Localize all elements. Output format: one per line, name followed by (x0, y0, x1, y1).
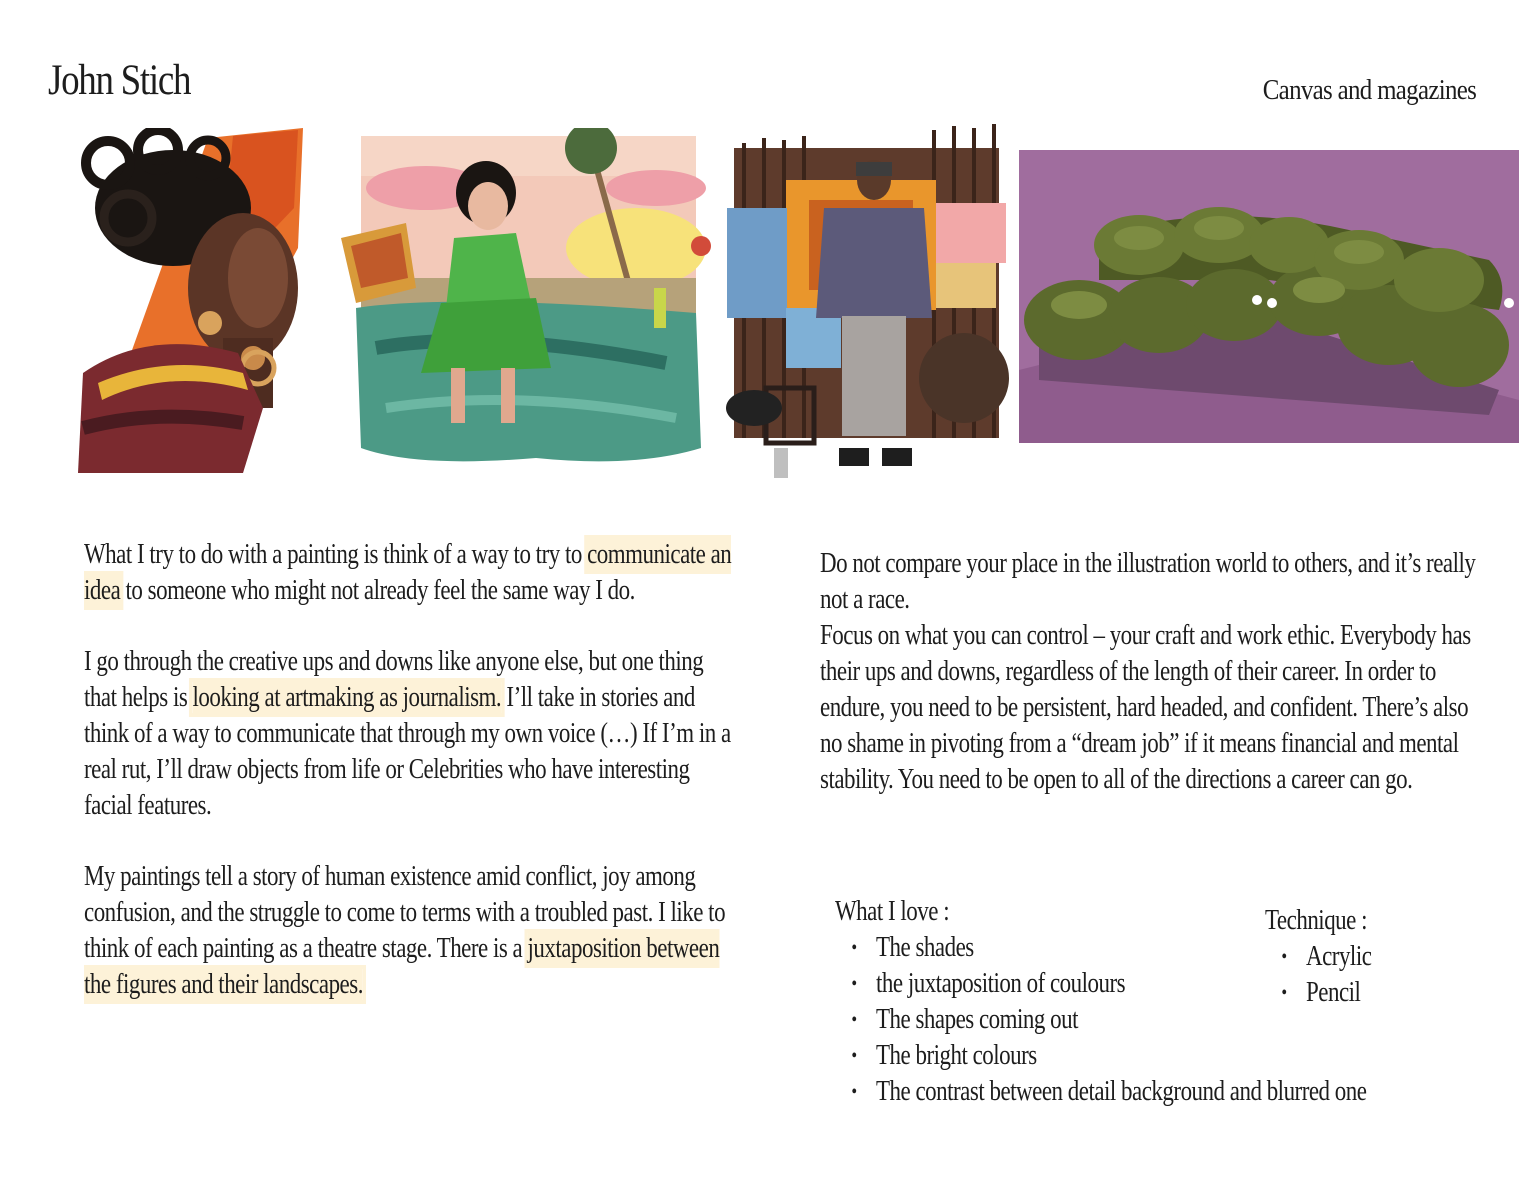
list-item: • The shades (851, 930, 1366, 966)
list-item: • the juxtaposition of coulours (851, 966, 1366, 1002)
man-with-quilts-painting (724, 118, 1014, 483)
paragraph-journalism (84, 644, 740, 824)
list-item: • Pencil (1281, 975, 1371, 1011)
right-text-column (820, 546, 1476, 798)
highlighted-phrase: juxtaposition between the figures and their landscapes. (84, 933, 720, 1000)
highlighted-phrase: communicate an idea (84, 539, 732, 606)
paragraph-text: I go through the creative ups and downs like anyone else, but one thing that helps is (84, 646, 704, 713)
paragraph-theatre (84, 859, 740, 1003)
paragraph-text: I’ll take in stories and think of a way to communicate that through my own voice (…) If I’m in a real rut, I’ll draw objects from life or Celebrities who have interesting facial features. (84, 682, 731, 821)
technique-list-heading: Technique : (1265, 905, 1368, 936)
list-item: • Acrylic (1281, 939, 1371, 975)
advice-line-1: Do not compare your place in the illustration world to others, and it’s really not a race. (820, 548, 1476, 615)
woman-in-flood-painting (336, 128, 726, 468)
highlighted-phrase: looking at artmaking as journalism. (192, 682, 502, 713)
list-item: • The bright colours (851, 1038, 1366, 1074)
list-item: • The shapes coming out (851, 1002, 1366, 1038)
technique-list-items (1265, 939, 1371, 1011)
paragraph-text: My paintings tell a story of human existence amid conflict, joy among confusion, and the struggle to come to terms with a troubled past. I like to think of each painting as a theatre stage. There is a (84, 861, 726, 964)
paragraph-idea (84, 537, 740, 609)
list-item: • The contrast between detail background and blurred one (851, 1074, 1366, 1110)
technique-list (1265, 903, 1371, 1011)
paragraph-text: to someone who might not already feel the same way I do. (120, 575, 635, 606)
love-list-heading: What I love : (835, 896, 950, 927)
left-text-column (84, 537, 740, 1038)
page-subtitle: Canvas and magazines (1262, 74, 1476, 106)
advice-line-2: Focus on what you can control – your craft and work ethic. Everybody has their ups and downs, regardless of the length of their career. In order to endure, you need to be persistent, hard headed, and confident. There’s also no shame in pivoting from a “dream job” if it means financial and mental stability. You need to be open to all of the directions a career can go. (820, 620, 1471, 795)
green-sofa-painting (1019, 150, 1519, 443)
paragraph-text: What I try to do with a painting is think of a way to try to (84, 539, 588, 570)
page-title: John Stich (48, 57, 191, 104)
portrait-woman-painting (58, 128, 310, 473)
